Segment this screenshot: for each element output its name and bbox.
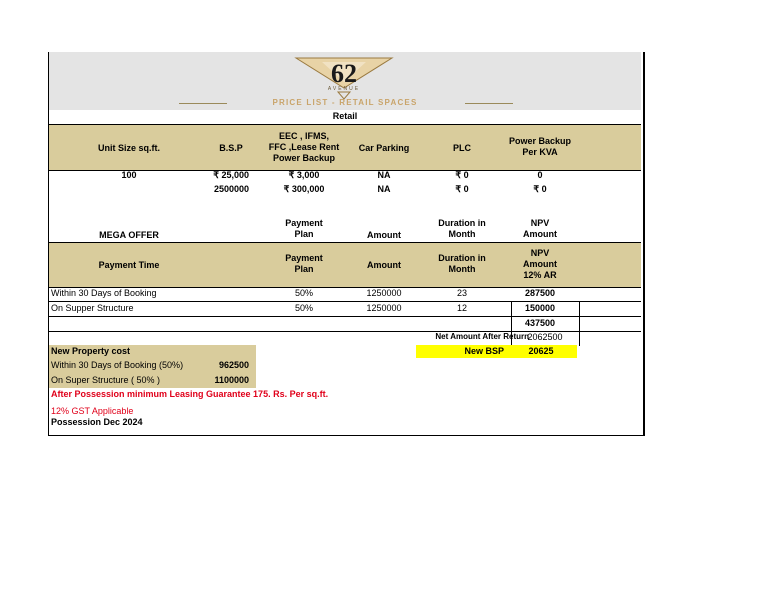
leasing-note: After Possession minimum Leasing Guarantee 175. Rs. Per sq.ft. bbox=[51, 389, 329, 399]
pay1-duration: 23 bbox=[456, 288, 467, 298]
mega-payment-plan bbox=[263, 218, 345, 240]
header-payment-plan bbox=[263, 253, 345, 275]
mega-npv-line1: NPV bbox=[530, 218, 550, 228]
new-property-row1-value: 962500 bbox=[218, 360, 249, 370]
header-power-backup bbox=[499, 136, 581, 158]
gst-note: 12% GST Applicable bbox=[51, 406, 134, 416]
row1-plc: ₹ 0 bbox=[455, 170, 469, 180]
row1-unit: 100 bbox=[121, 170, 137, 180]
header-eec-line3: Power Backup bbox=[272, 153, 336, 163]
row1-eec: ₹ 3,000 bbox=[288, 170, 320, 180]
banner-line-right bbox=[465, 103, 513, 104]
price-header-row bbox=[49, 124, 641, 171]
logo-sub: AVENUE bbox=[327, 86, 361, 92]
banner bbox=[49, 52, 641, 110]
row2-bsp: 2500000 bbox=[213, 184, 249, 194]
header-car-parking: Car Parking bbox=[358, 142, 410, 153]
new-bsp-label: New BSP bbox=[464, 346, 504, 356]
banner-line-left bbox=[179, 103, 227, 104]
header-npv-line1: NPV bbox=[530, 248, 550, 258]
header-duration-line2: Month bbox=[448, 264, 476, 274]
possession-note: Possession Dec 2024 bbox=[51, 417, 143, 427]
mega-npv-line2: Amount bbox=[523, 229, 557, 239]
mega-duration-line2: Month bbox=[448, 229, 476, 239]
mega-offer-label: MEGA OFFER bbox=[99, 230, 159, 240]
net-amount-label: Net Amount After Return bbox=[435, 332, 529, 341]
header-duration bbox=[427, 253, 497, 275]
price-list-title: PRICE LIST - RETAIL SPACES bbox=[272, 98, 418, 107]
row1-power: 0 bbox=[537, 170, 543, 180]
header-power-line1: Power Backup bbox=[508, 136, 572, 146]
pay2-duration: 12 bbox=[456, 303, 467, 313]
payment-header-row bbox=[49, 242, 641, 288]
header-eec-line1: EEC , IFMS, bbox=[278, 131, 329, 141]
header-duration-line1: Duration in bbox=[438, 253, 486, 263]
mega-duration-line1: Duration in bbox=[438, 218, 486, 228]
header-npv-line2: Amount bbox=[523, 259, 557, 269]
header-plan-line1: Payment bbox=[285, 253, 323, 263]
pay1-time: Within 30 Days of Booking bbox=[51, 288, 157, 298]
row1-parking: NA bbox=[377, 170, 391, 180]
header-eec-line2: FFC ,Lease Rent bbox=[268, 142, 340, 152]
pay1-amount: 1250000 bbox=[366, 288, 402, 298]
row1-bsp: ₹ 25,000 bbox=[213, 170, 249, 180]
new-bsp-value: 20625 bbox=[528, 346, 554, 356]
header-bsp: B.S.P bbox=[219, 142, 243, 153]
net-amount-value: 2062500 bbox=[527, 332, 563, 342]
header-amount: Amount bbox=[367, 260, 401, 270]
divider bbox=[49, 301, 641, 302]
row2-power: ₹ 0 bbox=[533, 184, 547, 194]
row2-eec: ₹ 300,000 bbox=[283, 184, 325, 194]
pay2-npv: 150000 bbox=[524, 303, 556, 313]
pay2-amount: 1250000 bbox=[366, 303, 402, 313]
header-payment-time: Payment Time bbox=[98, 260, 160, 270]
pay1-npv: 287500 bbox=[524, 288, 556, 298]
row2-plc: ₹ 0 bbox=[455, 184, 469, 194]
header-plan-line2: Plan bbox=[294, 264, 314, 274]
logo-number: 62 bbox=[331, 59, 357, 88]
pay1-plan: 50% bbox=[294, 288, 313, 298]
npv-total: 437500 bbox=[524, 318, 556, 328]
header-npv-line3: 12% AR bbox=[523, 270, 557, 280]
logo-62-avenue bbox=[276, 54, 412, 100]
divider bbox=[49, 316, 641, 317]
new-property-row2-label: On Super Structure ( 50% ) bbox=[51, 375, 161, 385]
new-property-row1-label: Within 30 Days of Booking (50%) bbox=[51, 360, 184, 370]
header-eec bbox=[263, 131, 345, 164]
header-power-line2: Per KVA bbox=[522, 147, 558, 157]
mega-plan-line2: Plan bbox=[294, 229, 314, 239]
mega-amount: Amount bbox=[367, 230, 401, 240]
price-list-sheet bbox=[48, 52, 645, 436]
npv-divider bbox=[579, 302, 580, 346]
mega-plan-line1: Payment bbox=[285, 218, 323, 228]
mega-npv bbox=[499, 218, 581, 240]
row2-parking: NA bbox=[377, 184, 391, 194]
new-property-row2-value: 1100000 bbox=[214, 375, 249, 385]
header-npv bbox=[499, 248, 581, 281]
new-property-title: New Property cost bbox=[51, 346, 131, 356]
header-unit-size: Unit Size sq.ft. bbox=[97, 142, 160, 153]
pay2-time: On Supper Structure bbox=[51, 303, 134, 313]
header-plc: PLC bbox=[453, 142, 471, 153]
retail-subtitle: Retail bbox=[332, 111, 358, 121]
pay2-plan: 50% bbox=[294, 303, 313, 313]
mega-duration bbox=[427, 218, 497, 240]
